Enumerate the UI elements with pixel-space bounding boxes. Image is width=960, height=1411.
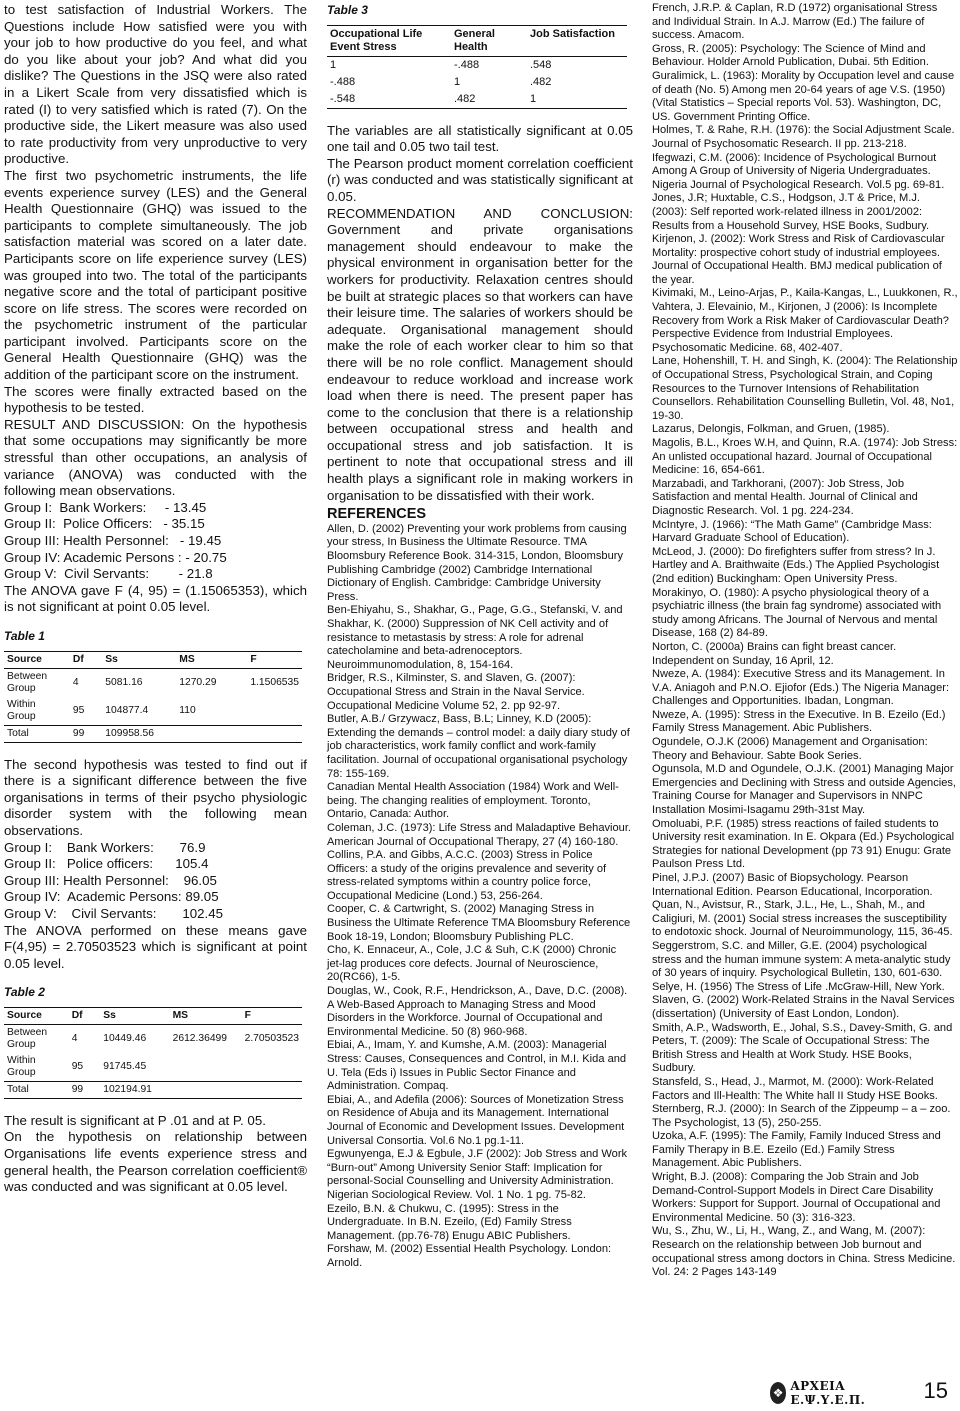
table-cell: .548	[530, 58, 552, 71]
table-cell	[242, 1081, 302, 1098]
reference-entry: Ben-Ehiyahu, S., Shakhar, G., Page, G.G., Stefanski, V. and Shakhar, K. (2000) Suppression of NK Cell activity and of resistance to metastasis by stress: A role for adrenal catecholamine and beta-adrenoceptors. Neuroimmunomodulation, 8, 154-164.	[327, 604, 623, 671]
table-header: Source	[4, 651, 70, 668]
table-cell: 4	[71, 1032, 78, 1044]
table-cell: 1	[454, 75, 461, 88]
method-paragraph-3: The scores were finally extracted based on the hypothesis to be tested.	[4, 383, 307, 416]
reference-entry: Wright, B.J. (2008): Comparing the Job Strain and Job Demand-Control-Support Models in Direct Care Disability Workers: Support for Support. Journal of Occupational and Environmental Medicine. 50 (3): 316-323.	[652, 1171, 941, 1224]
table-cell: 5081.16	[105, 676, 143, 688]
reference-entry: Ezeilo, B.N. & Chukwu, C. (1995): Stress in the Undergraduate. In B.N. Ezeilo, (Ed) Family Stress Management. (pp.76-78) Enugu ABIC Publishers.	[327, 1202, 572, 1242]
reference-entry: Ifegwazi, C.M. (2006): Incidence of Psychological Burnout Among A Group of University of Nigeria Undergraduates. Nigeria Journal of Psychological Research. Vol.5 pg. 69-81.	[652, 151, 945, 191]
reference-entry: Ebiai, A., and Adefila (2006): Sources of Monetization Stress on Residence of Abuja and its Management. International Journal of Economic and Development Issues. Development Universal Consortia. Vol.6 No.1 pg.1-11.	[327, 1093, 625, 1147]
table-cell: 110	[179, 704, 196, 716]
reference-entry: Selye, H. (1956) The Stress of Life .McGraw-Hill, New York.	[652, 980, 945, 993]
group-mean: Group IV: Academic Persons: 89.05	[4, 889, 219, 905]
reference-entry: Ogunsola, M.D and Ogundele, O.J.K. (2001) Managing Major Emergencies and Declining with Stress and outside Agencies, Training Course for Manager and Supervisors in NNPC Installation Mosimi-Isagamu 29th-31st May.	[652, 763, 957, 817]
table-header: Ss	[102, 651, 176, 668]
table-cell: .482	[530, 75, 552, 88]
table-2-caption: Table 2	[4, 985, 45, 1000]
reference-entry: Wu, S., Zhu, W., Li, H., Wang, Z., and Wang, M. (2007): Research on the relationship between Job burnout and occupational stress among doctors in China. Stress Medicine. Vol. 24: 2 Pages 143-149	[652, 1225, 956, 1279]
table-cell: 95	[72, 704, 85, 716]
reference-entry: Smith, A.P., Wadsworth, E., Johal, S.S., Davey-Smith, G. and Peters, T. (2009): The Scale of Occupational Stress: The British Stress and Health at Work Study. HSE Books, Sudbury.	[652, 1021, 953, 1075]
anova-result-1: The ANOVA gave F (4, 95) = (1.15065353), which is not significant at point 0.05 level.	[4, 582, 307, 615]
table-row	[4, 1024, 302, 1053]
table-2	[4, 1007, 302, 1099]
table-header: Df	[69, 1007, 101, 1024]
reference-entry: Lane, Hohenshill, T. H. and Singh, K. (2004): The Relationship of Occupational Stress, Psychological Strain, and Coping Resources to the Turnover Intensions of Rehabilitation Counsellors. Rehabilitation Counselling Bulletin, Vol. 48, No1, 19-30.	[652, 355, 958, 422]
table-cell	[170, 1081, 242, 1098]
table-row	[4, 697, 302, 726]
group-mean: Group I: Bank Workers: 76.9	[4, 839, 206, 855]
table-cell: -.488	[330, 75, 356, 88]
reference-entry: Stansfeld, S., Head, J., Marmot, M. (2000): Work-Related Factors and Ill-Health: The White hall II Study HSE Books.	[652, 1075, 938, 1102]
table-cell	[170, 1053, 242, 1082]
table-cell: Within Group	[7, 698, 36, 722]
reference-entry: Guralimick, L. (1963): Morality by Occupation level and cause of death (No. 5) Among men 20-64 years of age V.S. (1950) (Vital Statistics – Special reports Vol. 53). Washington, DC, US. Government Printing Office.	[652, 69, 955, 123]
table-cell: 109958.56	[102, 725, 176, 742]
reference-entry: Sternberg, R.J. (2000): In Search of the Zippeump – a – zoo. The Psychologist, 13 (5), 250-255.	[652, 1103, 951, 1129]
table-3-caption: Table 3	[327, 3, 368, 17]
reference-entry: Morakinyo, O. (1980): A psycho physiological theory of a psychiatric illness (the brain fag syndrome) associated with study among Africans. The Journal of Nervous and mental Disease, 168 (2) 84-89.	[652, 586, 942, 640]
table-cell: Within Group	[7, 1054, 36, 1078]
table-cell: 102194.91	[100, 1081, 169, 1098]
group-mean: Group III: Health Personnel: 96.05	[4, 872, 217, 888]
table-1	[4, 651, 302, 743]
table-cell: Between Group	[7, 1026, 48, 1050]
reference-entry: Kirjenon, J. (2002): Work Stress and Risk of Cardiovascular Mortality: prospective cohort study of industrial employees. Journal of Occupational Health. BMJ medical publication of the year.	[652, 233, 945, 286]
table-row	[4, 1053, 302, 1082]
table-cell: 4	[72, 676, 79, 688]
correlation-paragraph: On the hypothesis on relationship between Organisations life events experience stress and general health, the Pearson correlation coefficient® was conducted and was significant at 0.05 level.	[4, 1129, 307, 1195]
table-header: Df	[70, 651, 102, 668]
reference-entry: Holmes, T. & Rahe, R.H. (1976): the Social Adjustment Scale. Journal of Psychosomatic Research. II pp. 213-218.	[652, 124, 955, 150]
pearson-paragraph: The Pearson product moment correlation coefficient (r) was conducted and was statistically significant at 0.05.	[327, 155, 633, 204]
table-header: F	[247, 651, 302, 668]
reference-entry: French, J.R.P. & Caplan, R.D (1972) organisational Stress and Individual Strain. In A.J. Marrow (Ed.) The failure of success. Amacom.	[652, 2, 938, 42]
table-row	[327, 74, 627, 91]
reference-entry: McIntyre, J. (1966): “The Math Game” (Cambridge Mass: Harvard Graduate School of Education).	[652, 518, 932, 545]
reference-entry: Omoluabi, P.F. (1985) stress reactions of failed students to University resit examination. In E. Okpara (Ed.) Psychological Strategies for national Development (pp 73 91) Enugu: Grate Paulson Press Ltd.	[652, 817, 955, 871]
table-1-caption: Table 1	[4, 628, 45, 643]
reference-entry: Forshaw, M. (2002) Essential Health Psychology. London: Arnold.	[327, 1243, 612, 1269]
results-paragraph: RESULT AND DISCUSSION: On the hypothesis that some occupations may significantly be more stressful than other occupations, an analysis of variance (ANOVA) was conducted with the following mean observations.	[4, 416, 307, 499]
reference-entry: Butler, A.B./ Grzywacz, Bass, B.L; Linney, K.D (2005): Extending the demands – control model: a daily diary study of job characteristics, work family conflict and work-family facilitation. Journal of occupational organisational psychology 78: 155-169.	[327, 713, 630, 780]
table-cell	[247, 725, 302, 742]
owl-icon: ❖	[770, 1382, 786, 1404]
reference-entry: Pinel, J.P.J. (2007) Basic of Biopsychology. Pearson International Edition. Pearson Educational, Incorporation.	[652, 872, 933, 898]
table-header: Ss	[100, 1007, 169, 1024]
table-row	[4, 668, 302, 697]
reference-entry: Canadian Mental Health Association (1984) Work and Well-being. The changing realities of employment. Toronto, Ontario, Canada: Author.	[327, 781, 619, 821]
reference-entry: Douglas, W., Cook, R.F., Hendrickson, A., Dave, D.C. (2008). A Web-Based Approach to Managing Stress and Mood Disorders in the Workforce. Journal of Occupational and Environmental Medicine. 50 (8) 960-968.	[327, 985, 628, 1038]
reference-entry: Norton, C. (2000a) Brains can fight breast cancer. Independent on Sunday, 16 April, 12.	[652, 640, 897, 667]
reference-entry: Uzoka, A.F. (1995): The Family, Family Induced Stress and Family Therapy in B.E. Ezeilo (Ed.) Family Stress Management. Abic Publishers.	[652, 1130, 941, 1170]
reference-entry: Quan, N., Avistsur, R., Stark, J.L., He, L., Shah, M., and Caligiuri, M. (2001) Social stress increases the susceptibility to endotoxic shock. Journal of Neuroimmunology, 115, 36-45.	[652, 899, 953, 939]
reference-list	[652, 2, 958, 1280]
reference-entry: Marzabadi, and Tarkhorani, (2007): Job Stress, Job Satisfaction and mental Health. Journal of Clinical and Diagnostic Research. Vol. 1 pg. 224-234.	[652, 477, 918, 517]
group-means-1	[4, 500, 307, 583]
table-cell: 104877.4	[105, 704, 149, 716]
table-cell: Total	[4, 1081, 69, 1098]
table-cell: Total	[4, 725, 70, 742]
reference-entry: Ogundele, O.J.K (2006) Management and Organisation: Theory and Behaviour. Sabte Book Series.	[652, 736, 928, 762]
journal-logo	[770, 1380, 890, 1406]
journal-name: ΑΡΧΕΙΑ Ε.Ψ.Υ.Ε.Π.	[790, 1379, 866, 1407]
reference-entry: Kivimaki, M., Leino-Arjas, P., Kaila-Kangas, L., Luukkonen, R., Vahtera, J. Elevainio, M., Kirjonen, J (2006): Is Incomplete Recovery from Work a Risk Maker of Cardiovascular Death? Perspective Evidence from Industrial Employees. Psychosomatic Medicine. 68, 402-407.	[652, 287, 958, 354]
reference-entry: McLeod, J. (2000): Do firefighters suffer from stress? In J. Hartley and A. Braithwaite (Eds.) The Applied Psychologist (2nd edition) Buckingham: Open University Press.	[652, 545, 940, 585]
references-heading: REFERENCES	[327, 506, 427, 523]
table-cell: .482	[451, 91, 527, 109]
reference-entry: Lazarus, Delongis, Folkman, and Gruen, (1985).	[652, 423, 890, 436]
group-mean: Group V: Civil Servants: 102.45	[4, 905, 224, 921]
table-cell: Between Group	[7, 670, 48, 694]
reference-entry: Coleman, J.C. (1973): Life Stress and Maladaptive Behaviour. American Journal of Occupational Therapy, 27 (4) 160-180.	[327, 821, 632, 848]
table-cell	[176, 725, 247, 742]
table-header: F	[242, 1007, 302, 1024]
reference-entry: Allen, D. (2002) Preventing your work problems from causing your stress, In Business the Ultimate Resource. TMA Bloomsbury Reference Book. 314-315, London, Bloomsbury Publishing Cambridge (2002) Cambridge International Dictionary of English. Cambridge: Cambridge University Press.	[327, 522, 627, 603]
table-header: MS	[176, 651, 247, 668]
table-cell	[242, 1053, 302, 1082]
table-cell: 2.70503523	[244, 1032, 299, 1044]
method-paragraph-1: to test satisfaction of Industrial Workers. The Questions include How satisfied were you with your job to how productive do you feel, and what do you like about your job? And what did you dislike? The Questions in the JSQ were also rated in a Likert Scale from very dissatisfied which is rated (I) to very satisfied which is rated (7). On the productive side, the Likert measure was also used to rate productivity from very unproductive to very productive.	[4, 2, 307, 167]
table-header: General Health	[451, 25, 527, 56]
table-row	[327, 56, 627, 74]
group-mean: Group III: Health Personnel: - 19.45	[4, 533, 222, 548]
page-footer	[770, 1380, 956, 1408]
reference-entry: Ebiai, A., Imam, Y. and Kumshe, A.M. (2003): Managerial Stress: Causes, Consequences and Control, in M.I. Kida and U. Tela (Eds i) Issues in Public Sector Finance and Administration. Compaq.	[327, 1039, 627, 1093]
method-paragraph-2: The first two psychometric instruments, the life events experience survey (LES) and the General Health Questionnaire (GHQ) was issued to the participants to complete simultaneously. The job satisfaction material was scored on a later date. Participants score on life experience survey (LES) was grouped into two. The total of the participants negative score and the total of participant positive score on life stress. The scores were recorded on the psychometric instrument of the particular participant involved. Participants score on the General Health Questionnaire (GHQ) was the addition of the participant score on the instrument.	[4, 167, 307, 383]
table-cell: 99	[69, 1081, 101, 1098]
table-row	[327, 91, 627, 109]
table-3	[327, 25, 627, 109]
table-cell: 91745.45	[103, 1060, 147, 1072]
reference-entry: Bridger, R.S., Kilminster, S. and Slaven, G. (2007): Occupational Stress and Strain in the Naval Service. Occupational Medicine Volume 52, 2. pp 92-97.	[327, 672, 585, 712]
significance-paragraph: The variables are all statistically significant at 0.05 one tail and 0.05 two tail test.	[327, 122, 633, 155]
table-cell: 99	[70, 725, 102, 742]
reference-entry: Nweze, A. (1995): Stress in the Executive. In B. Ezeilo (Ed.) Family Stress Management. Abic Publishers.	[652, 708, 946, 735]
reference-entry: Egwunyenga, E.J & Egbule, J.F (2002): Job Stress and Work “Burn-out” Among University Senior Staff: Implication for personal-Social Counselling and University Administration. Nigerian Sociological Review. Vol. 1 No. 1 pg. 75-82.	[327, 1148, 628, 1201]
anova-result-2: The ANOVA performed on these means gave F(4,95) = 2.70503523 which is significant at point 0.05 level.	[4, 922, 307, 971]
table-row	[4, 1081, 302, 1098]
reference-entry: Jones, J.R; Huxtable, C.S., Hodgson, J.T & Price, M.J. (2003): Self reported work-related illness in 2001/2002: Results from a Household Survey, HSE Books, Sudbury.	[652, 192, 930, 232]
column-1	[4, 2, 307, 1196]
reference-entry: Cooper, C. & Cartwright, S. (2002) Managing Stress in Business the Ultimate Reference TMA Bloomsbury Reference Book 18-19, London; Bloomsbury Publishing PLC.	[327, 903, 631, 943]
table-cell: 10449.46	[103, 1032, 147, 1044]
conclusion-paragraph: RECOMMENDATION AND CONCLUSION: Government and private organisations management should endeavour to make the physical environment in organisation better for the workers for productivity. Relaxation centres should be built at strategic places so that workers can have their leisure time. The salaries of workers should be adequate. Organisational management should make the role of each worker clear to him so that there will be no role conflict. Management should endeavour to reduce workload and increase work load when there is need. The present paper has come to the conclusion that there is a relationship between occupational stress and health and occupational stress and job satisfaction. It is pertinent to note that occupational stress and ill health plays a significant role in making workers in organisation to be dissatisfied with their work.	[327, 205, 633, 503]
group-mean: Group II: Police Officers: - 35.15	[4, 516, 205, 532]
hypothesis-2-paragraph: The second hypothesis was tested to find out if there is a significant difference between the five organisations in terms of their psycho physiologic disorder system with the following mean observations.	[4, 756, 307, 838]
column-2	[327, 2, 633, 1271]
table-cell: -.548	[327, 91, 451, 109]
page-number: 15	[923, 1378, 948, 1403]
table-row	[4, 725, 302, 742]
reference-entry: Nweze, A. (1984): Executive Stress and its Management. In V.A. Aniagoh and P.N.O. Ejiofor (Eds.) The Nigeria Manager: Challenges and Opportunities. Ibadan, Longman.	[652, 668, 950, 708]
group-mean: Group II: Police officers: 105.4	[4, 856, 209, 872]
reference-entry: Seggerstrom, S.C. and Miller, G.E. (2004) psychological stress and the human immune system: A meta-analytic study of 30 years of inquiry. Psychological Bulletin, 130, 601-630.	[652, 939, 951, 980]
group-mean: Group I: Bank Workers: - 13.45	[4, 499, 207, 515]
table-cell: 95	[71, 1060, 84, 1072]
table-header: MS	[170, 1007, 242, 1024]
reference-entry: Slaven, G. (2002) Work-Related Strains in the Naval Services (dissertation) (University of East London, London).	[652, 994, 955, 1020]
reference-entry: Magolis, B.L., Kroes W.H, and Quinn, R.A. (1974): Job Stress: An unlisted occupational hazard. Journal of Occupational Medicine: 16, 654-661.	[652, 437, 958, 477]
reference-entry: Gross, R. (2005): Psychology: The Science of Mind and Behaviour. Holder Arnold Publication, Dubai. 5th Edition.	[652, 42, 929, 69]
table-header: Occupational Life Event Stress	[327, 25, 451, 56]
reference-entry: Collins, P.A. and Gibbs, A.C.C. (2003) Stress in Police Officers: a study of the origins prevalence and severity of stress-related symptoms within a country police force, Occupational Medicine (Lond.) 53, 256-264.	[327, 849, 607, 902]
table-header: Source	[4, 1007, 69, 1024]
column-3	[652, 2, 958, 1280]
table-cell	[247, 697, 302, 726]
table-cell: 1	[330, 58, 337, 71]
table-cell: 1.1506535	[250, 676, 299, 688]
table-cell: 1	[527, 91, 627, 109]
reference-entry: Cho, K. Ennaceur, A., Cole, J.C & Suh, C.K (2000) Chronic jet-lag produces core defects. Journal of Neuroscience, 20(RC66), 1-5.	[327, 944, 617, 984]
table-cell: 1270.29	[179, 676, 217, 688]
table-header: Job Satisfaction	[527, 25, 627, 56]
table-cell: 2612.36499	[172, 1032, 228, 1044]
group-mean: Group V: Civil Servants: - 21.8	[4, 566, 213, 582]
significance-note: The result is significant at P .01 and at P. 05.	[4, 1112, 266, 1128]
group-mean: Group IV: Academic Persons : - 20.75	[4, 549, 227, 565]
table-cell: -.488	[454, 58, 480, 71]
group-means-2	[4, 840, 307, 923]
reference-list	[327, 523, 633, 1271]
